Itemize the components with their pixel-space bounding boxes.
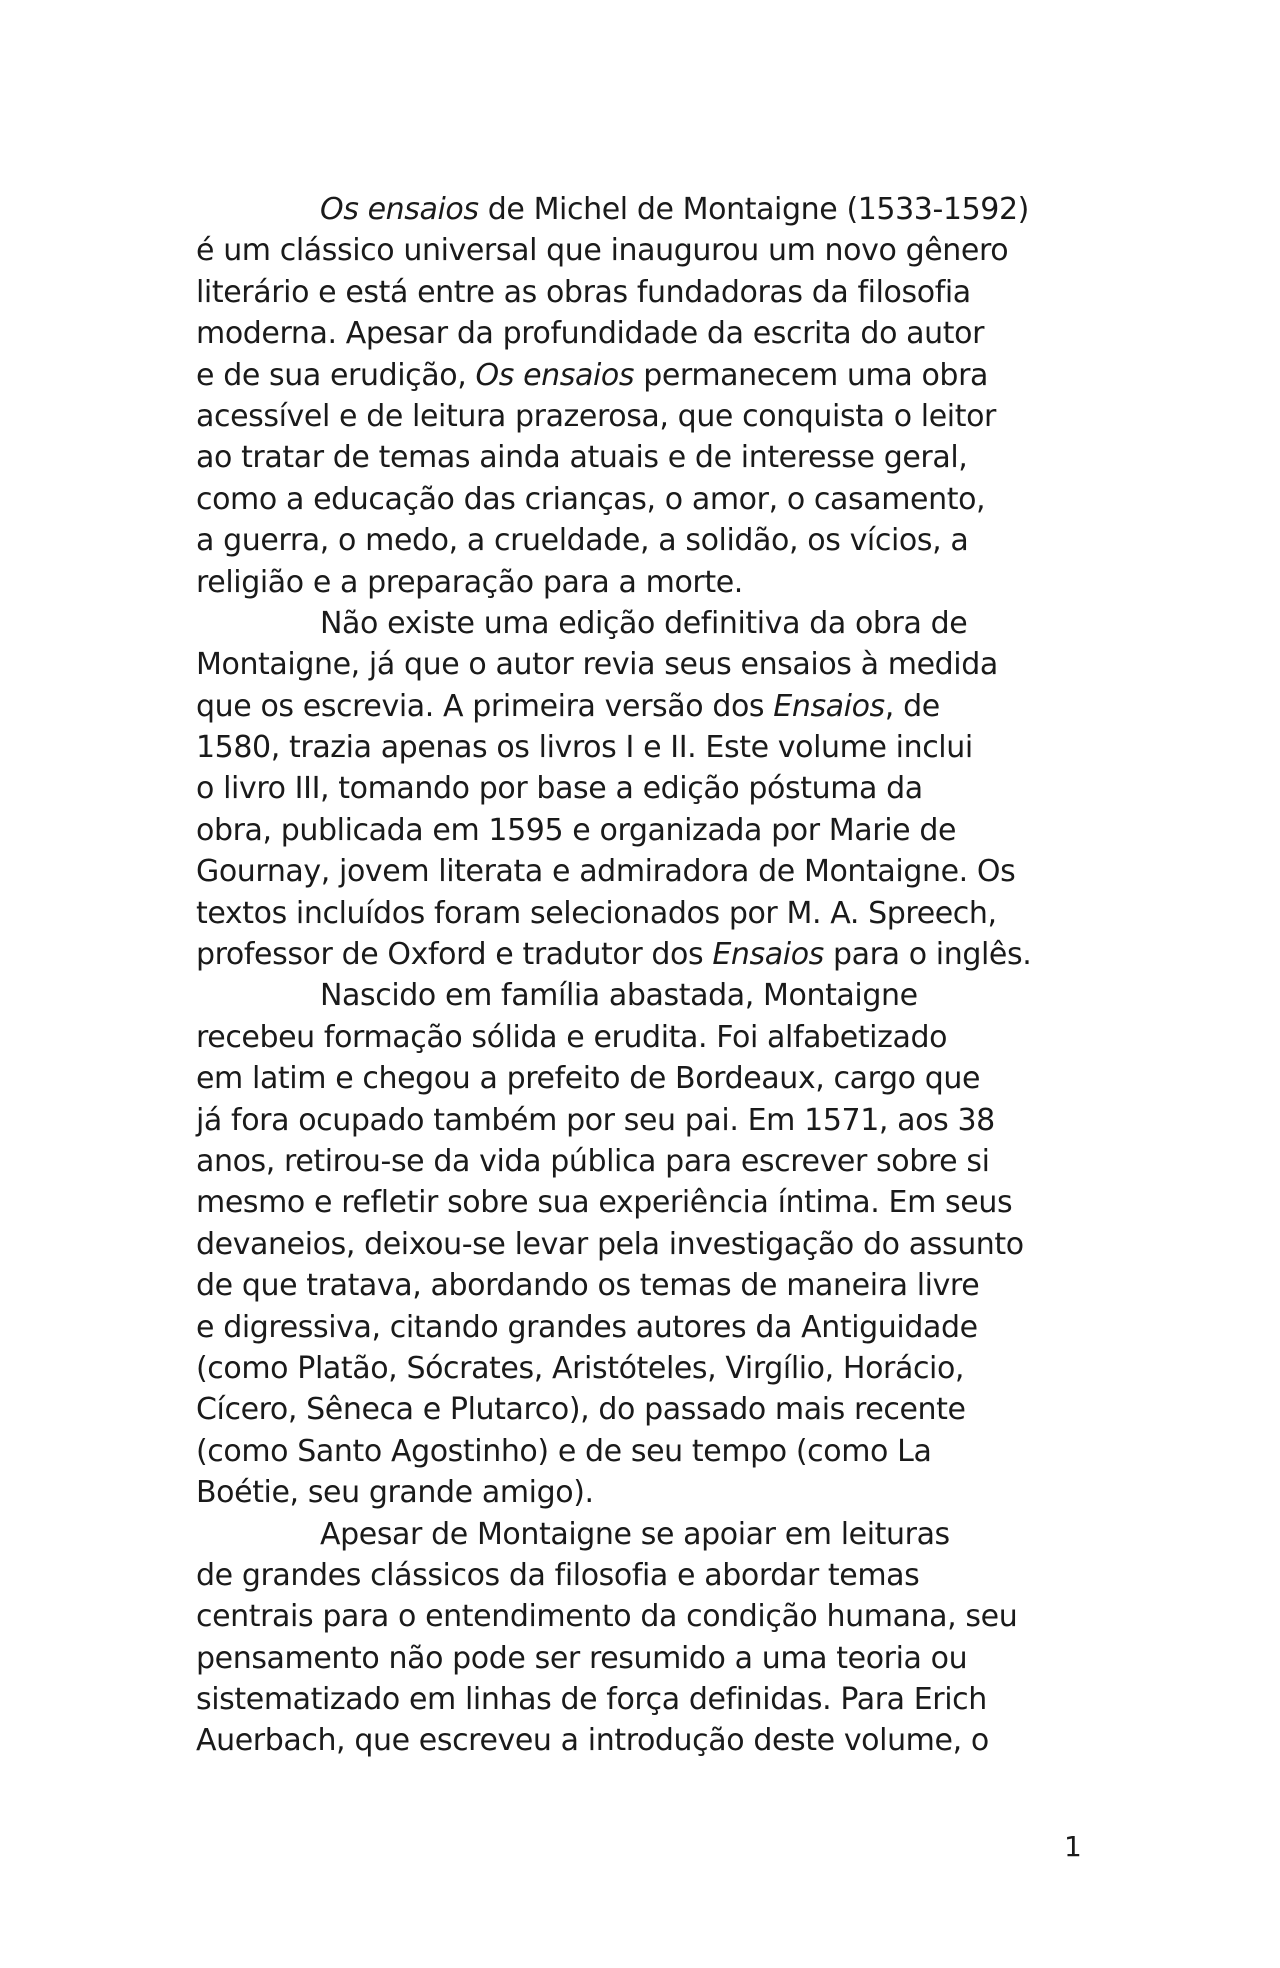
text-run: Auerbach, que escreveu a introdução deste volume, o [196,1723,989,1759]
text-line [196,1141,1096,1182]
text-run: obra, publicada em 1595 e organizada por Marie de [196,812,957,848]
text-run: de que tratava, abordando os temas de maneira livre [196,1268,980,1304]
text-line [196,1679,1096,1720]
text-run: Apesar de Montaigne se apoiar em leituras [320,1516,950,1552]
text-run: de grandes clássicos da filosofia e abordar temas [196,1557,920,1593]
text-run: (como Platão, Sócrates, Aristóteles, Virgílio, Horácio, [196,1350,965,1386]
page-number: 1 [1064,1830,1082,1863]
text-run: e de sua erudição, [196,357,476,393]
text-run: e digressiva, citando grandes autores da Antiguidade [196,1309,978,1345]
text-line [196,1596,1096,1637]
text-run: o livro III, tomando por base a edição póstuma da [196,771,923,807]
text-line [196,1348,1096,1389]
text-line [196,1182,1096,1223]
text-run: para o inglês. [823,937,1032,973]
text-line [196,230,1096,271]
body-text [196,189,1096,1762]
italic-title: Ensaios [773,688,885,724]
text-line [196,479,1096,520]
text-line [196,437,1096,478]
text-line [196,934,1096,975]
text-line [196,644,1096,685]
text-line [196,1638,1096,1679]
paragraph [196,1514,1096,1762]
paragraph [196,603,1096,976]
text-run: moderna. Apesar da profundidade da escrita do autor [196,316,985,352]
text-line [196,1017,1096,1058]
text-run: permanecem uma obra [634,357,988,393]
text-run: a guerra, o medo, a crueldade, a solidão, os vícios, a [196,523,969,559]
text-line [196,975,1096,1016]
text-run: pensamento não pode ser resumido a uma teoria ou [196,1640,968,1676]
text-run: professor de Oxford e tradutor dos [196,937,713,973]
text-run: anos, retirou-se da vida pública para escrever sobre si [196,1143,990,1179]
text-run: como a educação das crianças, o amor, o casamento, [196,481,986,517]
text-run: , de [884,688,940,724]
text-run: acessível e de leitura prazerosa, que conquista o leitor [196,398,996,434]
text-run: Boétie, seu grande amigo). [196,1475,594,1511]
italic-title: Ensaios [712,937,824,973]
text-run: já fora ocupado também por seu pai. Em 1571, aos 38 [196,1102,995,1138]
text-run: sistematizado em linhas de força definidas. Para Erich [196,1682,987,1718]
text-run: que os escrevia. A primeira versão dos [196,688,774,724]
text-line [196,396,1096,437]
text-line [196,1265,1096,1306]
text-run: mesmo e refletir sobre sua experiência íntima. Em seus [196,1185,1013,1221]
text-run: é um clássico universal que inaugurou um novo gênero [196,233,1009,269]
text-run: Não existe uma edição definitiva da obra de [320,605,968,641]
text-run: Montaigne, já que o autor revia seus ensaios à medida [196,647,998,683]
text-line [196,272,1096,313]
italic-title: Os ensaios [320,192,479,227]
text-line [196,1514,1096,1555]
text-line [196,189,1096,230]
text-line [196,768,1096,809]
text-line [196,810,1096,851]
text-run: em latim e chegou a prefeito de Bordeaux, cargo que [196,1061,981,1097]
text-line [196,603,1096,644]
text-line [196,313,1096,354]
text-line [196,1058,1096,1099]
text-line [196,727,1096,768]
text-line [196,520,1096,561]
text-line [196,1720,1096,1761]
text-line [196,851,1096,892]
italic-title: Os ensaios [475,357,635,393]
text-line [196,1307,1096,1348]
text-run: devaneios, deixou-se levar pela investigação do assunto [196,1226,1024,1262]
text-run: centrais para o entendimento da condição humana, seu [196,1599,1018,1635]
text-line [196,1389,1096,1430]
text-run: Nascido em família abastada, Montaigne [320,978,918,1014]
text-line [196,1100,1096,1141]
text-run: ao tratar de temas ainda atuais e de interesse geral, [196,440,968,476]
text-line [196,1472,1096,1513]
text-run: Gournay, jovem literata e admiradora de Montaigne. Os [196,854,1016,890]
paragraph [196,189,1096,603]
text-run: recebeu formação sólida e erudita. Foi alfabetizado [196,1019,948,1055]
text-run: (como Santo Agostinho) e de seu tempo (como La [196,1433,932,1469]
text-line [196,1431,1096,1472]
text-line [196,355,1096,396]
text-run: Cícero, Sêneca e Plutarco), do passado mais recente [196,1392,966,1428]
text-line [196,562,1096,603]
text-run: literário e está entre as obras fundadoras da filosofia [196,274,971,310]
text-line [196,893,1096,934]
text-line [196,1224,1096,1265]
text-run: de Michel de Montaigne (1533-1592) [478,192,1029,227]
text-run: 1580, trazia apenas os livros I e II. Este volume inclui [196,730,973,766]
text-line [196,1555,1096,1596]
paragraph [196,975,1096,1513]
text-line [196,686,1096,727]
text-run: religião e a preparação para a morte. [196,564,743,600]
text-run: textos incluídos foram selecionados por M. A. Spreech, [196,895,997,931]
